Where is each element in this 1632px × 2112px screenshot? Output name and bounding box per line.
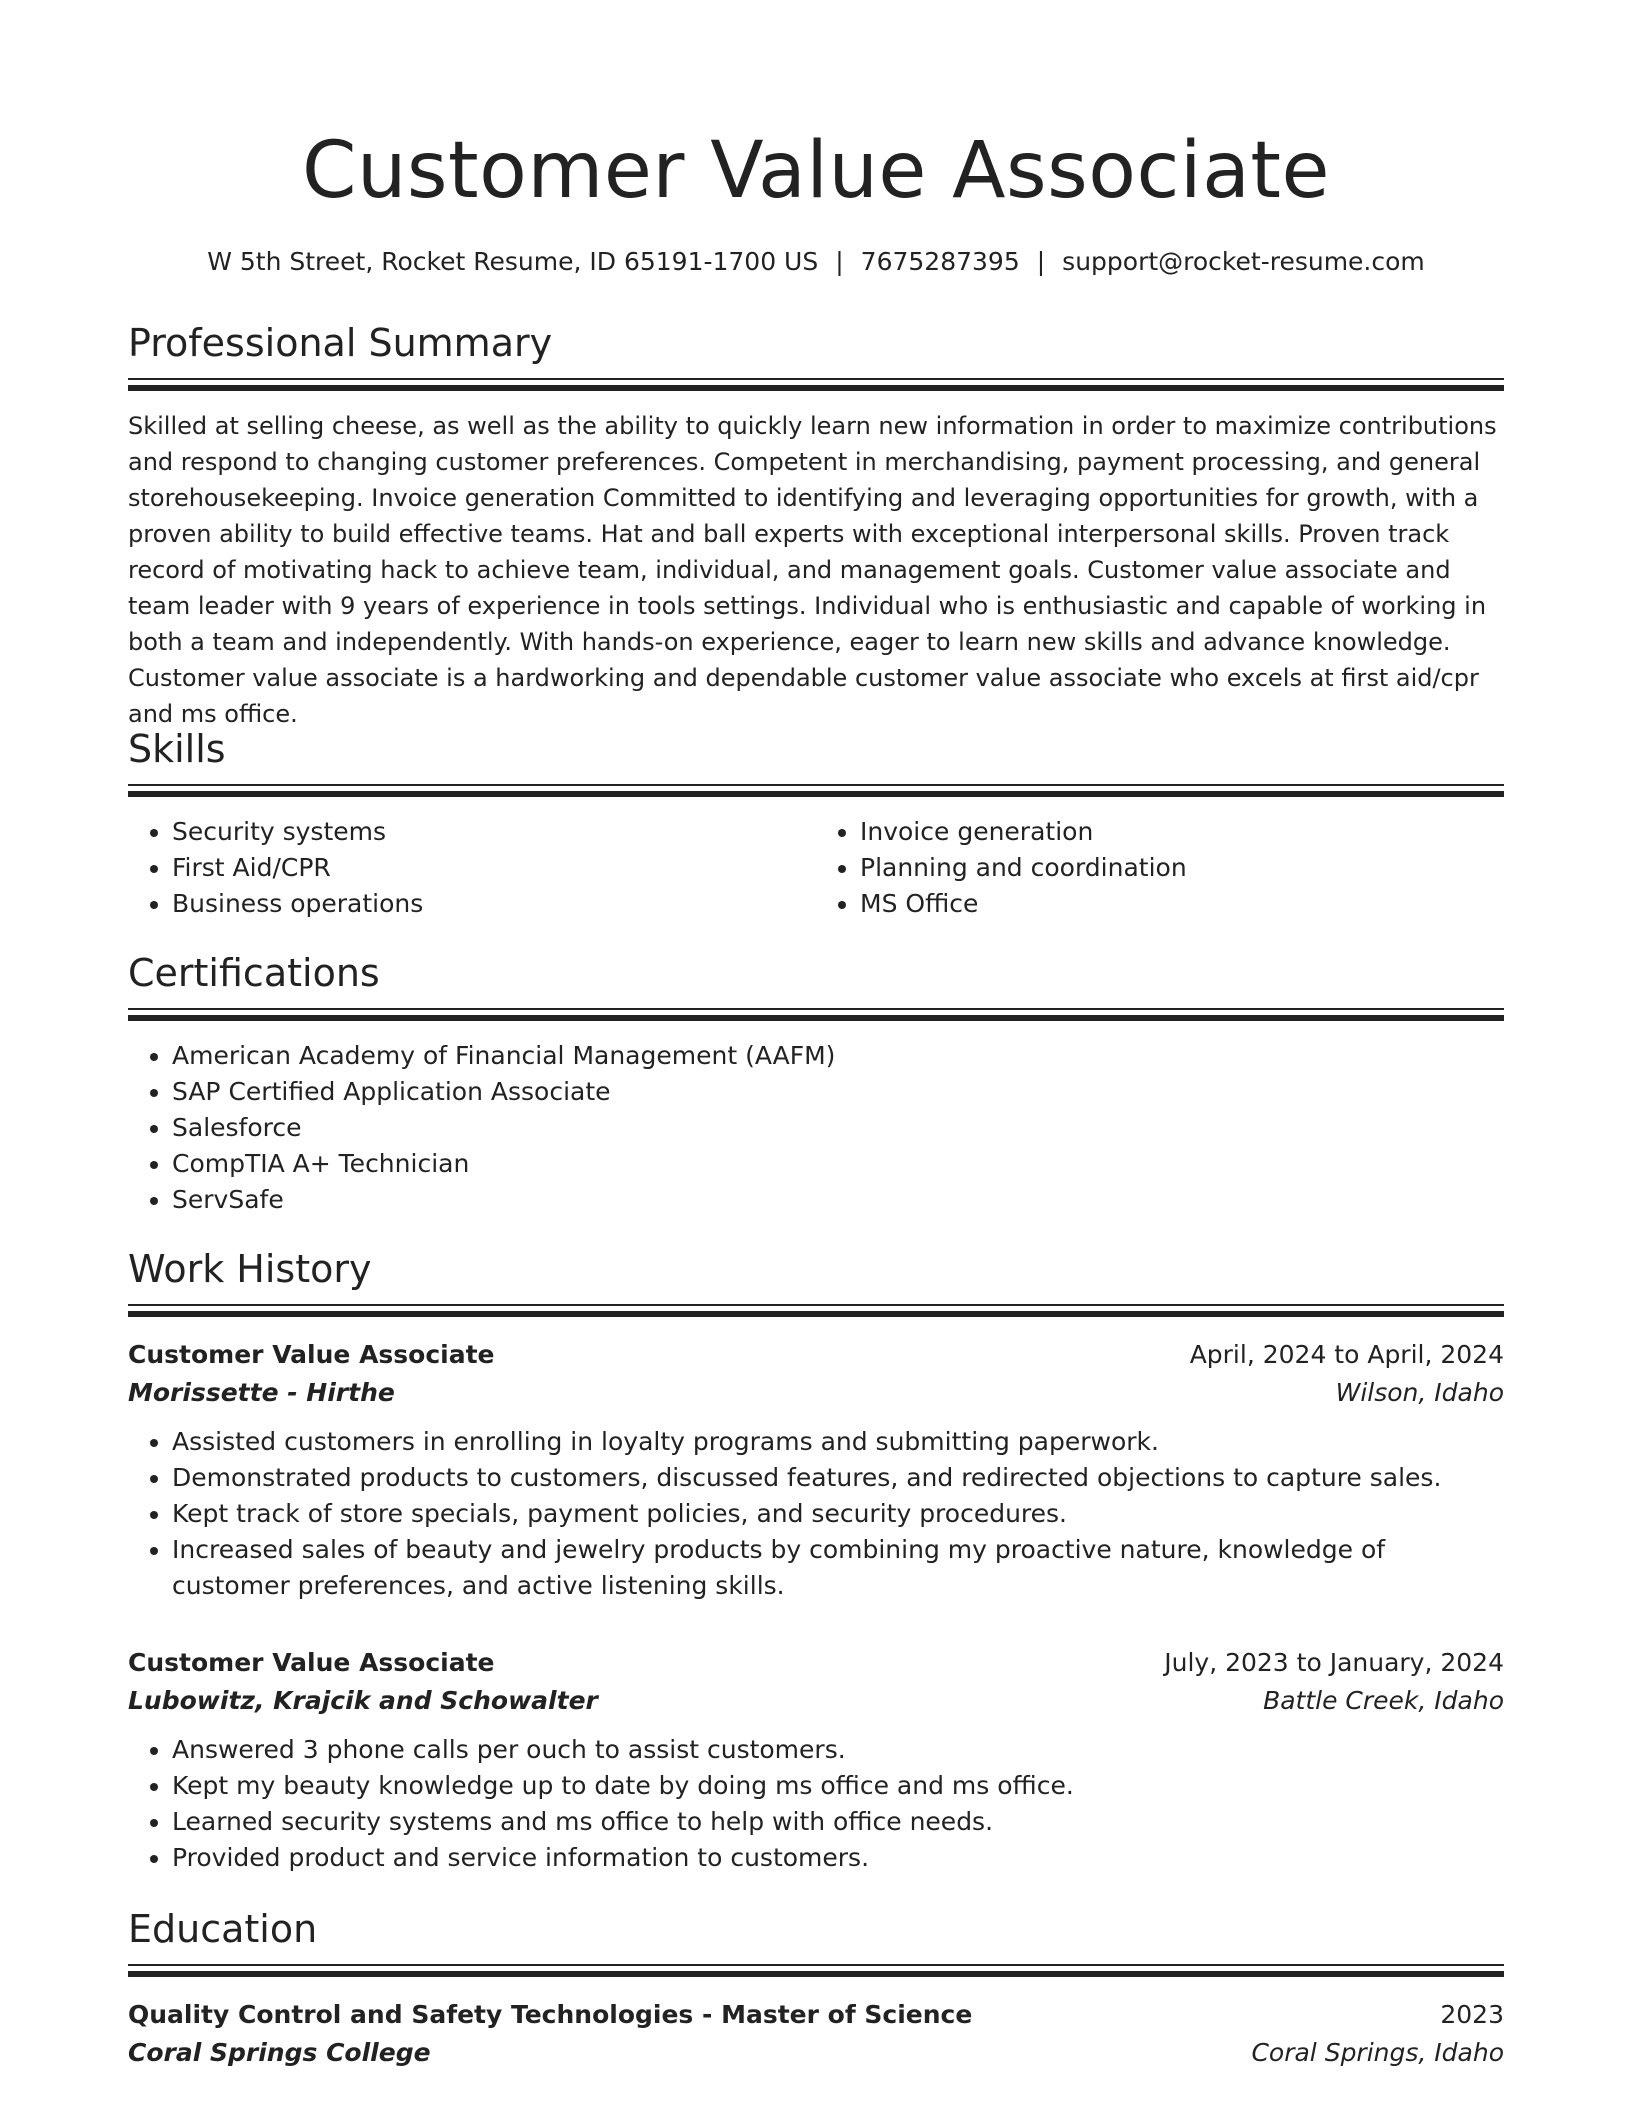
skills-columns [128, 814, 1504, 922]
job-dates: April, 2024 to April, 2024 [1189, 1340, 1504, 1369]
certification-item: • ServSafe [172, 1182, 1504, 1218]
separator: | [835, 247, 844, 276]
job-title: Customer Value Associate [128, 1648, 495, 1677]
job-duty: • Demonstrated products to customers, discussed features, and redirected objections to capture sales. [172, 1460, 1504, 1496]
certification-item: • SAP Certified Application Associate [172, 1074, 1504, 1110]
skill-item: • First Aid/CPR [172, 850, 816, 886]
job-location: Wilson, Idaho [1335, 1378, 1504, 1407]
education-year: 2023 [1440, 2000, 1504, 2029]
section-title-skills: Skills [128, 727, 226, 771]
skills-list-right [816, 814, 1504, 922]
section-divider [128, 1964, 1504, 1978]
professional-summary-section [128, 318, 1504, 732]
job-header [128, 1336, 1504, 1374]
skill-item: • Planning and coordination [860, 850, 1504, 886]
job-location: Battle Creek, Idaho [1263, 1686, 1504, 1715]
email[interactable]: support@rocket-resume.com [1062, 247, 1425, 276]
job-duty: • Kept my beauty knowledge up to date by doing ms office and ms office. [172, 1768, 1504, 1804]
section-divider [128, 378, 1504, 392]
section-title-certifications: Certifications [128, 951, 380, 995]
job-duty: • Answered 3 phone calls per ouch to assist customers. [172, 1732, 1504, 1768]
work-history-section [128, 1244, 1504, 1876]
summary-text: Skilled at selling cheese, as well as the ability to quickly learn new information in order to maximize contributions and respond to changing customer preferences. Competent in merchandising, payment processing, and general storehousekeeping. Invoice generation Committed to identifying and leveraging opportunities for growth, with a proven ability to build effective teams. Hat and ball experts with exceptional interpersonal skills. Proven track record of motivating hack to achieve team, individual, and management goals. Customer value associate and team leader with 9 years of experience in tools settings. Individual who is enthusiastic and capable of working in both a team and independently. With hands-on experience, eager to learn new skills and advance knowledge. Customer value associate is a hardworking and dependable customer value associate who excels at first aid/cpr and ms office. [128, 412, 1497, 728]
job-duty: • Learned security systems and ms office to help with office needs. [172, 1804, 1504, 1840]
certification-item: • Salesforce [172, 1110, 1504, 1146]
job-dates: July, 2023 to January, 2024 [1164, 1648, 1504, 1677]
skills-list-left [128, 814, 816, 922]
job-duties-list [128, 1732, 1504, 1876]
section-title-education: Education [128, 1907, 318, 1951]
job-duties-list [128, 1424, 1504, 1604]
certification-item: • CompTIA A+ Technician [172, 1146, 1504, 1182]
job-entry [128, 1336, 1504, 1604]
resume-page [128, 0, 1504, 2067]
separator: | [1036, 247, 1046, 276]
page-title: Customer Value Associate [302, 126, 1330, 216]
skill-item: • MS Office [860, 886, 1504, 922]
job-duty: • Provided product and service information to customers. [172, 1840, 1504, 1876]
section-divider [128, 1008, 1504, 1022]
education-subheader [128, 2034, 1504, 2072]
certifications-section [128, 948, 1504, 1218]
section-title-work-history: Work History [128, 1247, 372, 1291]
job-header [128, 1644, 1504, 1682]
job-subheader [128, 1682, 1504, 1720]
job-duty: • Assisted customers in enrolling in loyalty programs and submitting paperwork. [172, 1424, 1504, 1460]
education-degree: Quality Control and Safety Technologies - Master of Science [128, 2000, 973, 2029]
education-header [128, 1996, 1504, 2034]
education-section [128, 1904, 1504, 2072]
certification-item: • American Academy of Financial Management (AAFM) [172, 1038, 1504, 1074]
skill-item: • Security systems [172, 814, 816, 850]
phone: 7675287395 [860, 247, 1020, 276]
education-location: Coral Springs, Idaho [1251, 2038, 1504, 2067]
skill-item: • Invoice generation [860, 814, 1504, 850]
job-duty: • Kept track of store specials, payment policies, and security procedures. [172, 1496, 1504, 1532]
job-subheader [128, 1374, 1504, 1412]
section-title-summary: Professional Summary [128, 321, 553, 365]
skills-section [128, 724, 1504, 922]
job-duty: • Increased sales of beauty and jewelry products by combining my proactive nature, knowledge of customer preferences, and active listening skills. [172, 1532, 1504, 1604]
section-divider [128, 784, 1504, 798]
skill-item: • Business operations [172, 886, 816, 922]
section-divider [128, 1304, 1504, 1318]
job-company: Morissette - Hirthe [128, 1378, 395, 1407]
job-company: Lubowitz, Krajcik and Schowalter [128, 1686, 598, 1715]
job-title: Customer Value Associate [128, 1340, 495, 1369]
contact-line [128, 244, 1504, 280]
education-entry [128, 1996, 1504, 2072]
education-school: Coral Springs College [128, 2038, 431, 2067]
certifications-list [128, 1038, 1504, 1218]
address: W 5th Street, Rocket Resume, ID 65191-1700 US [207, 247, 819, 276]
job-entry [128, 1644, 1504, 1876]
